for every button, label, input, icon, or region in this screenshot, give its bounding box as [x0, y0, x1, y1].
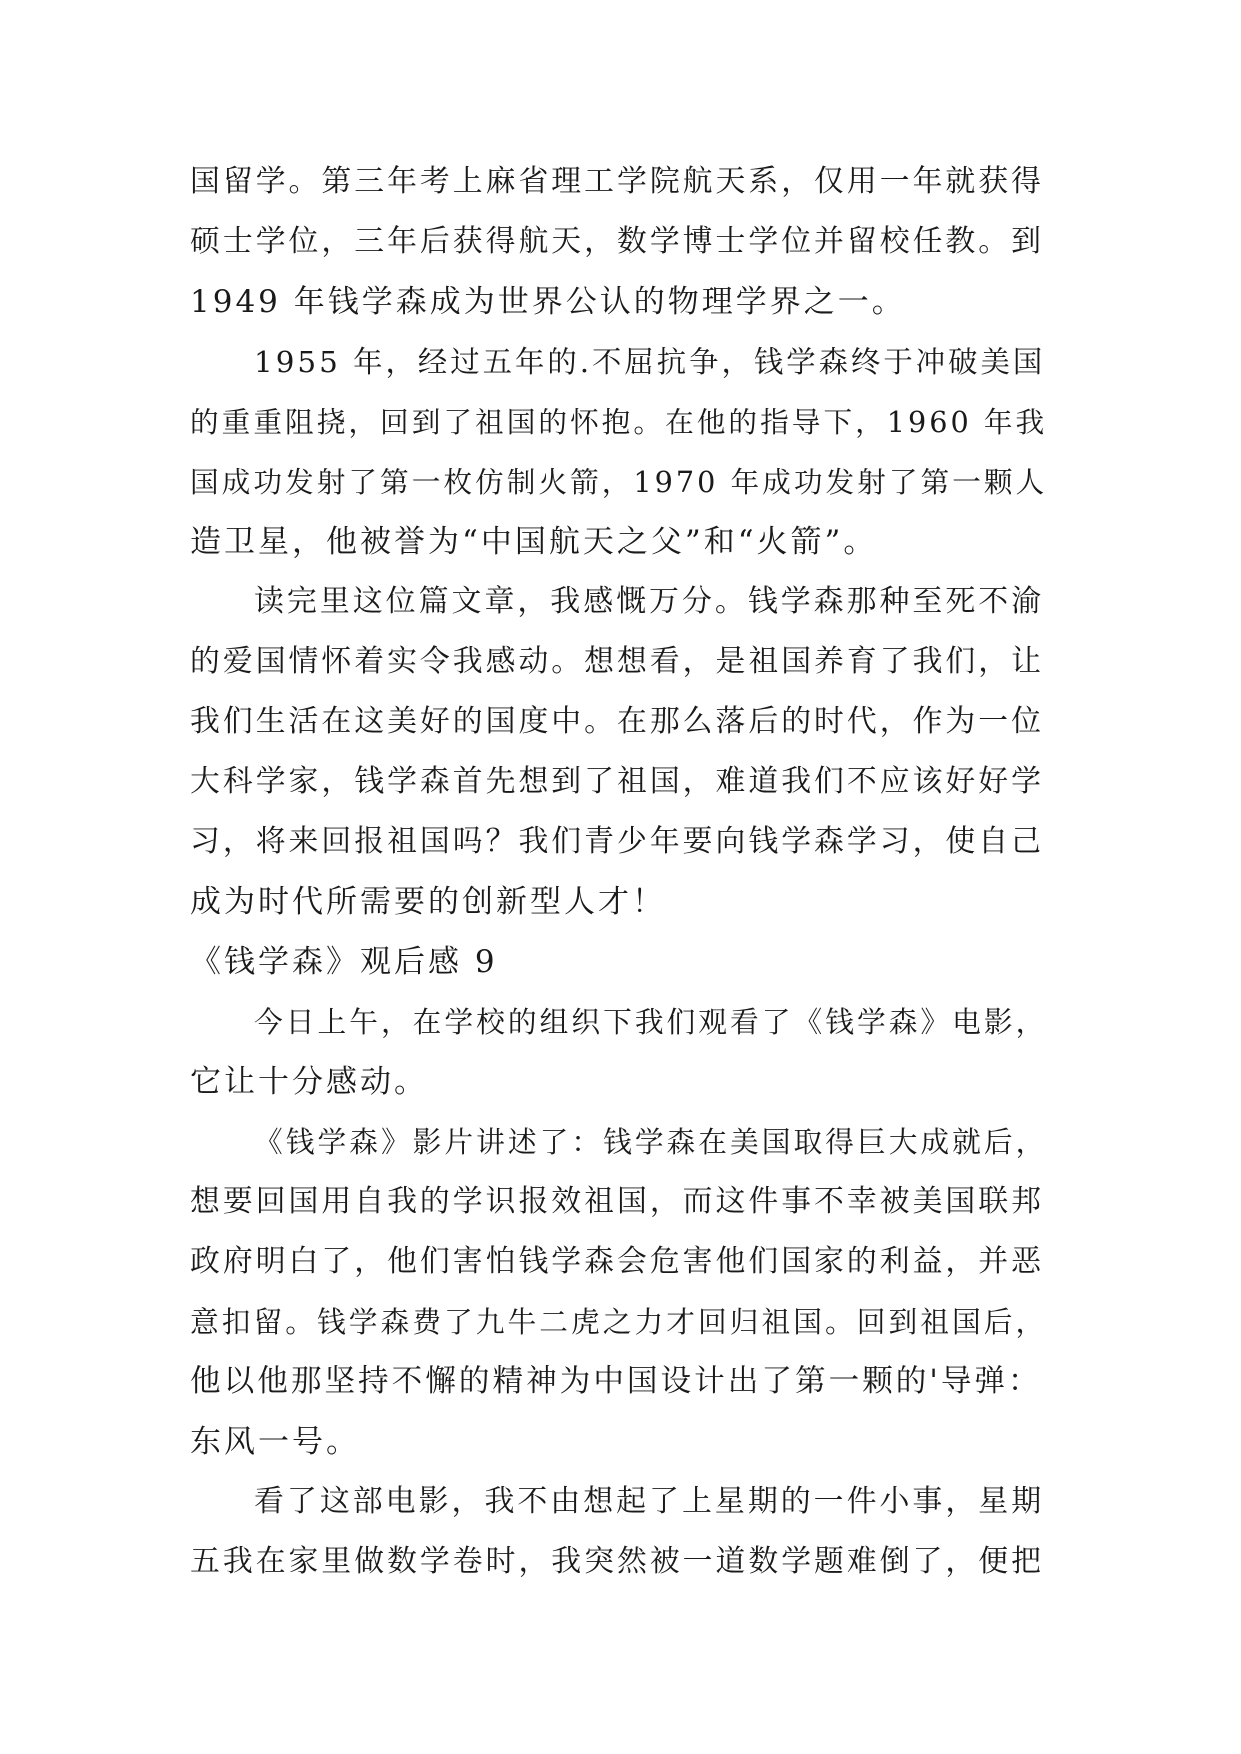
- paragraph-first-line: 1955 年，经过五年的.不屈抗争，钱学森终于冲破美国: [254, 345, 1046, 379]
- text-line: 我们生活在这美好的国度中。在那么落后的时代，作为一位: [190, 704, 1044, 739]
- text-line: 习，将来回报祖国吗？我们青少年要向钱学森学习，使自己: [190, 824, 1044, 859]
- text-line: 它让十分感动。: [190, 1064, 428, 1100]
- text-line: 的爱国情怀着实令我感动。想想看，是祖国养育了我们，让: [190, 644, 1044, 679]
- text-line: 1949 年钱学森成为世界公认的物理学界之一。: [190, 284, 906, 320]
- paragraph-first-line: 《钱学森》影片讲述了：钱学森在美国取得巨大成就后，: [254, 1125, 1048, 1159]
- paragraph-first-line: 今日上午，在学校的组织下我们观看了《钱学森》电影，: [254, 1005, 1048, 1039]
- paragraph-first-line: 看了这部电影，我不由想起了上星期的一件小事，星期: [254, 1484, 1045, 1519]
- text-line: 造卫星，他被誉为“中国航天之父”和“火箭”。: [190, 524, 878, 560]
- text-line: 意扣留。钱学森费了九牛二虎之力才回归祖国。回到祖国后，: [190, 1305, 1048, 1339]
- text-line: 国成功发射了第一枚仿制火箭，1970 年成功发射了第一颗人: [190, 465, 1048, 499]
- text-line: 成为时代所需要的创新型人才！: [190, 884, 666, 920]
- text-line: 政府明白了，他们害怕钱学森会危害他们国家的利益，并恶: [190, 1244, 1044, 1279]
- document-body: [190, 152, 1050, 1592]
- text-line: 大科学家，钱学森首先想到了祖国，难道我们不应该好好学: [190, 764, 1044, 799]
- text-line: 他以他那坚持不懈的精神为中国设计出了第一颗的'导弹：: [190, 1364, 1042, 1399]
- text-line: 的重重阻挠，回到了祖国的怀抱。在他的指导下，1960 年我: [190, 405, 1048, 439]
- text-line: 想要回国用自我的学识报效祖国，而这件事不幸被美国联邦: [190, 1184, 1044, 1219]
- text-line: 东风一号。: [190, 1424, 360, 1460]
- section-heading: 《钱学森》观后感 9: [190, 944, 498, 980]
- text-line: 五我在家里做数学卷时，我突然被一道数学题难倒了，便把: [190, 1544, 1044, 1579]
- paragraph-first-line: 读完里这位篇文章，我感慨万分。钱学森那种至死不渝: [254, 584, 1045, 619]
- text-line: 硕士学位，三年后获得航天，数学博士学位并留校任教。到: [190, 224, 1044, 259]
- text-line: 国留学。第三年考上麻省理工学院航天系，仅用一年就获得: [190, 164, 1044, 199]
